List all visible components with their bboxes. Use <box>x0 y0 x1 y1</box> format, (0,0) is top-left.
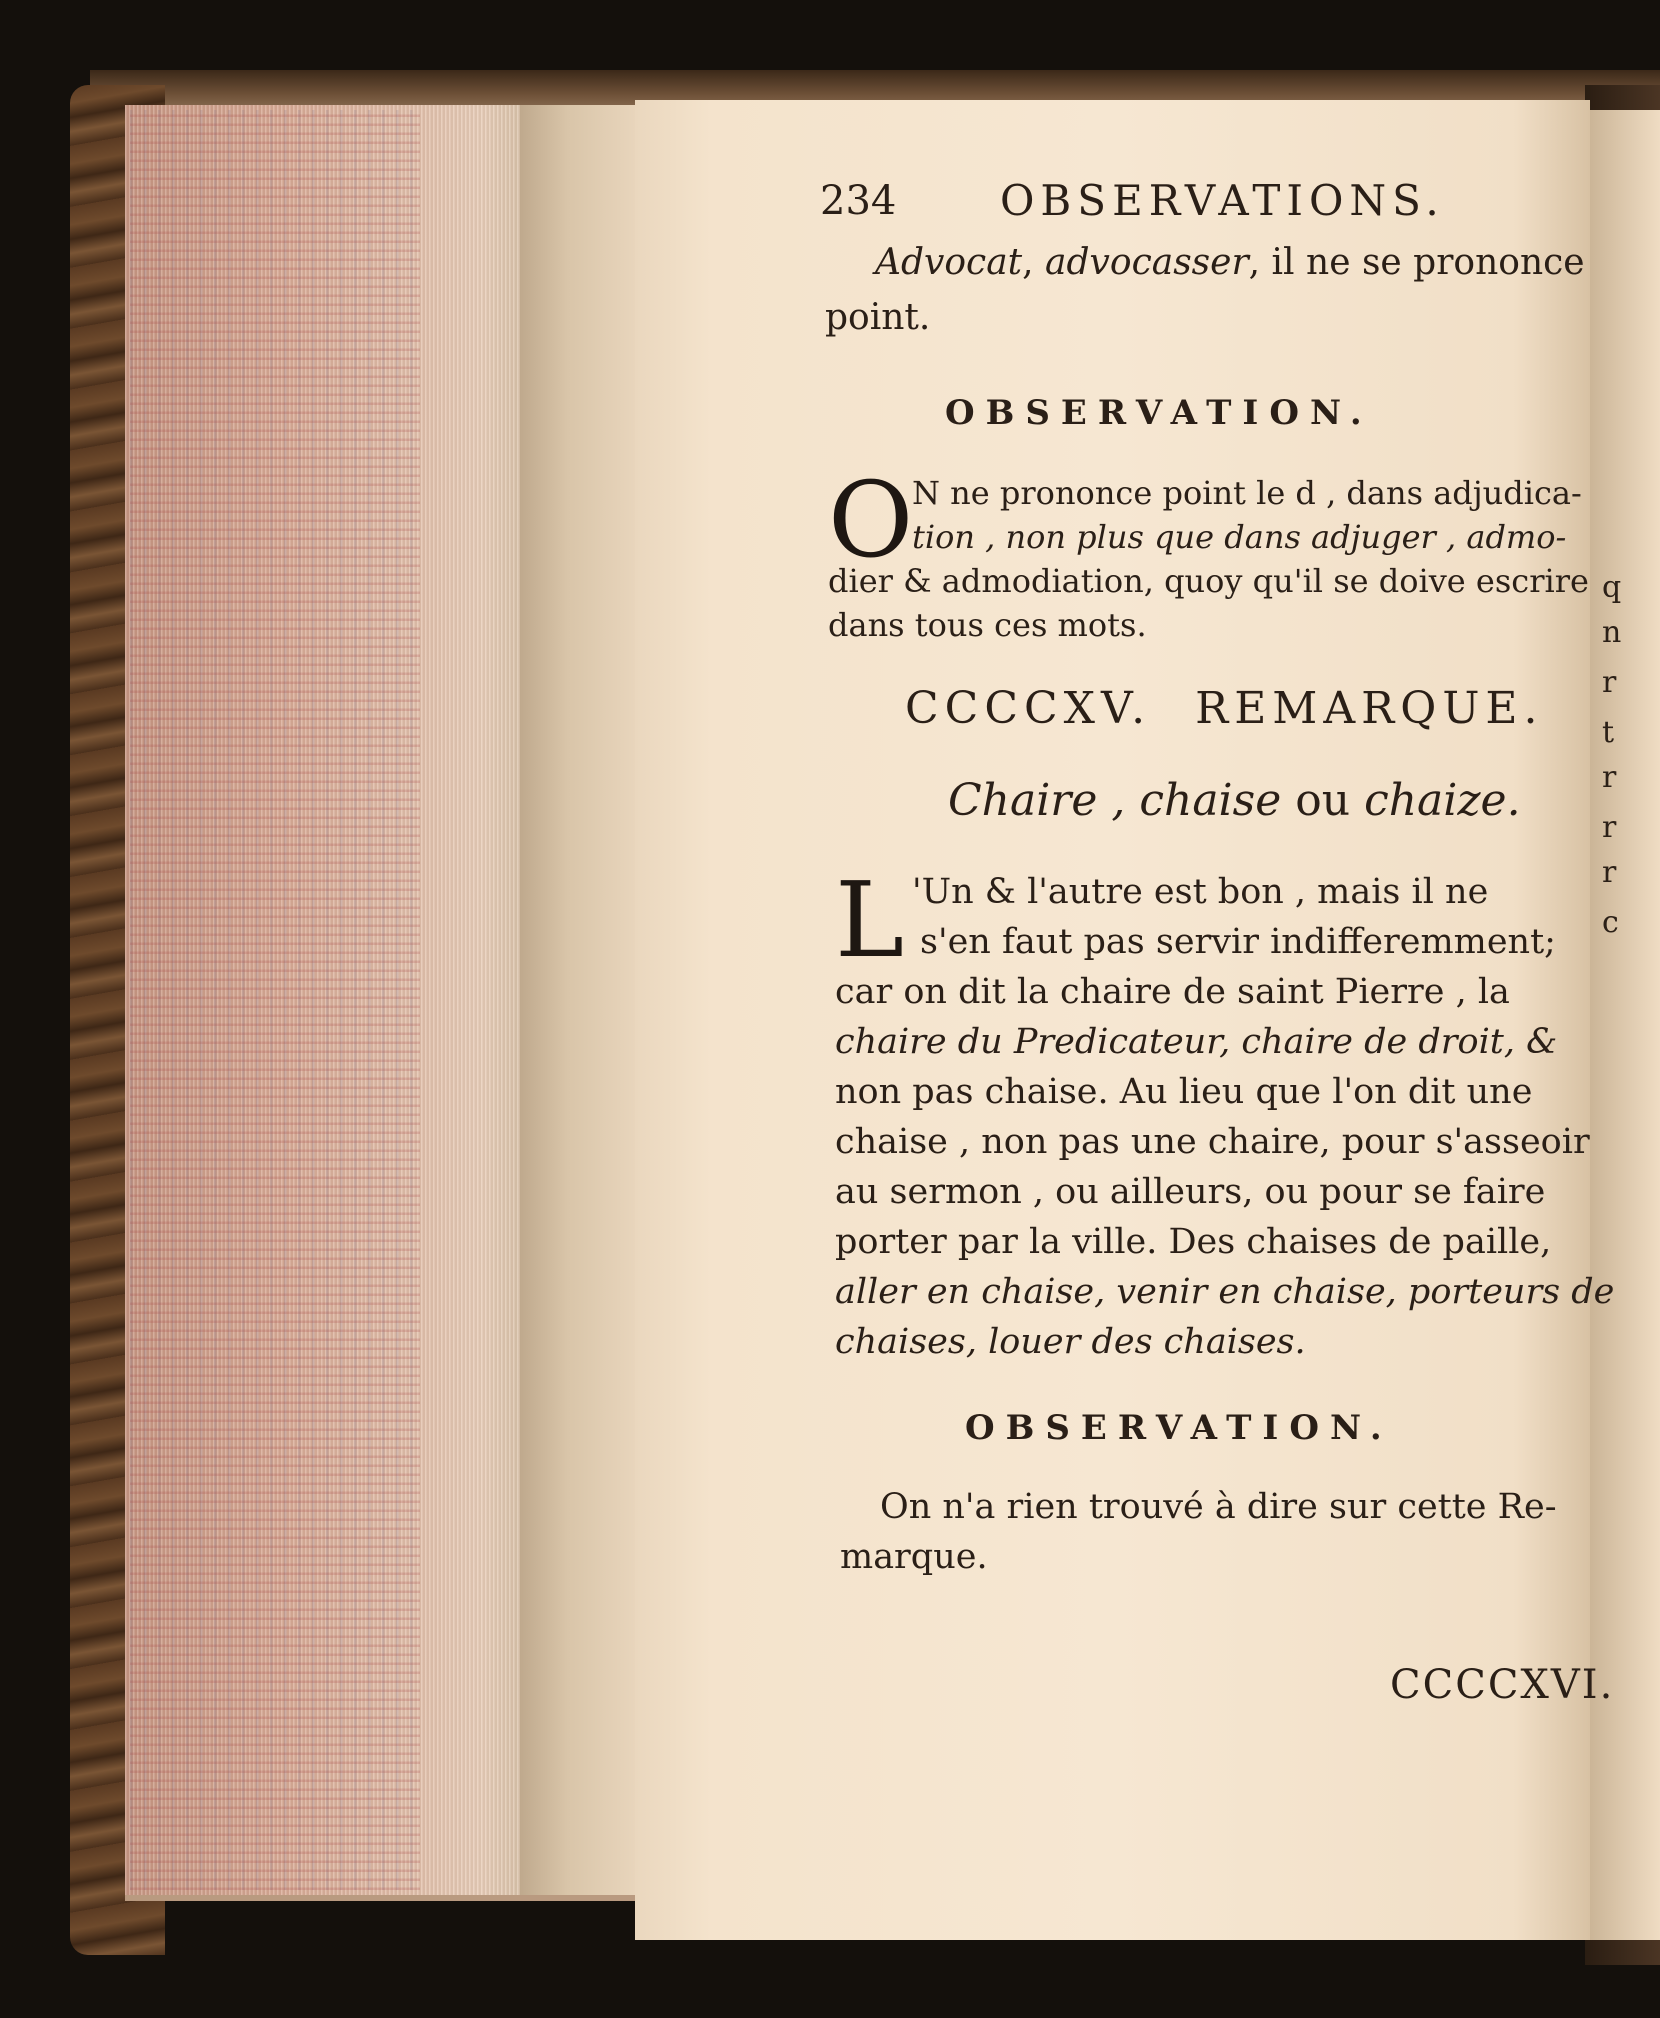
paragraph-line: aller en chaise, venir en chaise, porteurs de <box>835 1272 1615 1312</box>
first-line <box>875 242 1585 283</box>
paragraph-line: marque. <box>840 1537 988 1577</box>
facing-page-letter: r <box>1602 855 1617 890</box>
remarque-heading <box>905 683 1544 734</box>
page-gutter <box>520 105 640 1895</box>
paragraph-line: tion , non plus que dans adjuger , admo- <box>912 518 1567 556</box>
italic-word: Advocat <box>875 242 1023 283</box>
facing-page-letter: r <box>1602 810 1617 845</box>
running-head: OBSERVATIONS. <box>1000 176 1445 225</box>
catchword: CCCCXVI. <box>1390 1662 1615 1708</box>
remarque-title <box>948 775 1521 826</box>
facing-page-letter: r <box>1602 760 1617 795</box>
paragraph-line: chaise , non pas une chaire, pour s'asseoir <box>835 1122 1590 1162</box>
facing-page-letter: n <box>1602 615 1622 650</box>
paragraph-line: s'en faut pas servir indifferemment; <box>920 922 1556 962</box>
italic-word: advocasser <box>1045 242 1249 283</box>
page-number: 234 <box>820 178 897 224</box>
facing-page-letter: r <box>1602 665 1617 700</box>
facing-page-letter: q <box>1602 570 1622 605</box>
paragraph-line: dans tous ces mots. <box>828 606 1147 644</box>
paragraph-line: au sermon , ou ailleurs, ou pour se faire <box>835 1172 1546 1212</box>
title-ou: ou <box>1281 775 1365 826</box>
first-line-continued: point. <box>825 297 931 338</box>
remarque-label: REMARQUE. <box>1195 683 1544 734</box>
paragraph-line: On n'a rien trouvé à dire sur cette Re- <box>880 1487 1557 1527</box>
observation-heading: OBSERVATION. <box>945 393 1373 433</box>
paragraph-line: non pas chaise. Au lieu que l'on dit une <box>835 1072 1533 1112</box>
paragraph-line: chaire du Predicateur, chaire de droit, & <box>835 1022 1558 1062</box>
remarque-number: CCCCXV. <box>905 683 1152 734</box>
facing-page-letter: c <box>1602 905 1619 940</box>
paragraph-line: dier & admodiation, quoy qu'il se doive escrire <box>828 562 1589 600</box>
separator: , <box>1022 242 1046 283</box>
paragraph-line: chaises, louer des chaises. <box>835 1322 1306 1362</box>
drop-cap: O <box>828 459 914 581</box>
paragraph-line: porter par la ville. Des chaises de paille, <box>835 1222 1552 1262</box>
observation-heading: OBSERVATION. <box>965 1408 1393 1448</box>
title-italic: chaize. <box>1364 775 1521 826</box>
paragraph-line: N ne prononce point le d , dans adjudica- <box>912 474 1582 512</box>
paragraph-line: car on dit la chaire de saint Pierre , la <box>835 972 1510 1012</box>
title-italic: Chaire , chaise <box>948 775 1282 826</box>
paragraph-line: 'Un & l'autre est bon , mais il ne <box>912 872 1489 912</box>
drop-cap: L <box>835 859 905 981</box>
speckled-edge <box>130 110 420 1890</box>
line-rest: , il ne se prononce <box>1248 242 1585 283</box>
facing-page-letter: t <box>1602 715 1615 750</box>
